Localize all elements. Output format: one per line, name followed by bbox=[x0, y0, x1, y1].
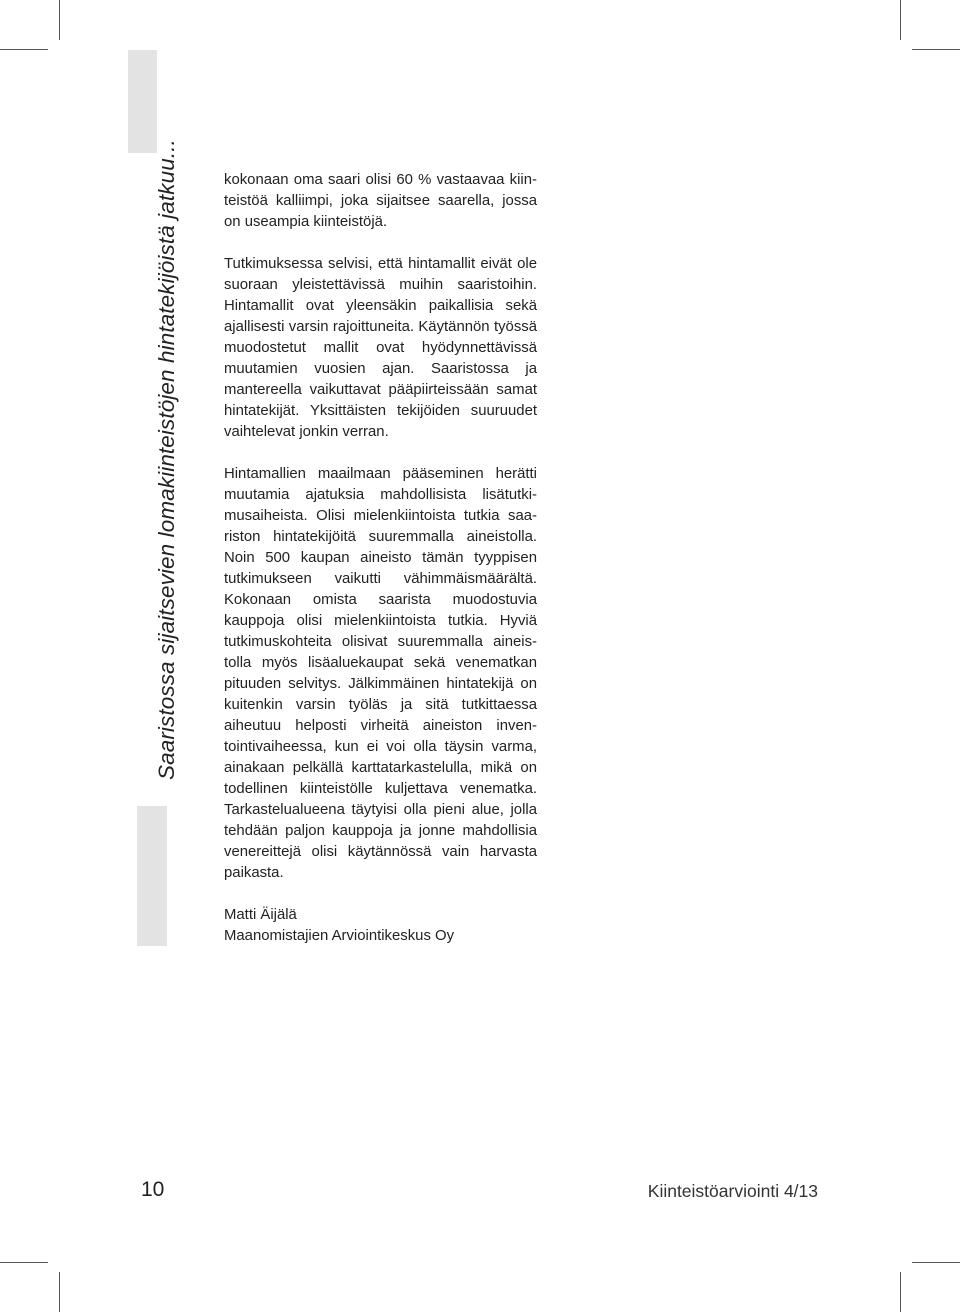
author-name: Matti Äijälä bbox=[224, 907, 297, 923]
page-number: 10 bbox=[141, 1178, 165, 1201]
side-band-top bbox=[128, 50, 157, 153]
article-body bbox=[224, 170, 537, 947]
magazine-issue: Kiinteistöarviointi 4/13 bbox=[647, 1181, 818, 1201]
side-band-bottom bbox=[137, 806, 167, 946]
author-organization: Maanomistajien Arviointikeskus Oy bbox=[224, 928, 455, 944]
author-signature bbox=[224, 905, 537, 947]
section-running-title: Saaristossa sijaitsevien lomakiinteistöjen hintatekijöistä jatkuu... bbox=[154, 139, 179, 780]
article-paragraph: Hintamallien maailmaan pääseminen herätti muutamia ajatuksia mahdollisista lisätutkimusaiheista. Olisi mielenkiintoista tutkia saariston hintatekijöitä suuremmalla aineistolla. Noin 500 kaupan aineisto tämän tyyppisen tutkimukseen vaikutti vähimmäismäärältä. Kokonaan omista saarista muodostuvia kauppoja olisi mielenkiintoista tutkia. Hyviä tutkimuskohteita olisivat suuremmalla aineistolla myös lisäaluekaupat sekä venematkan pituuden selvitys. Jälkimmäinen hintatekijä on kuitenkin varsin työläs ja sitä tutkittaessa aiheutuu helposti virheitä aineiston inventointivaiheessa, kun ei voi olla täysin varma, ainakaan pelkällä karttatarkastelulla, mikä on todellinen kiinteistölle kuljettava venematka. Tarkastelualueena täytyisi olla pieni alue, jolla tehdään paljon kauppoja ja jonne mahdollisia venereittejä olisi käytännössä vain harvasta paikasta. bbox=[224, 466, 537, 881]
article-paragraph: Tutkimuksessa selvisi, että hintamallit eivät ole suoraan yleistettävissä muihin saaristoihin. Hintamallit ovat yleensäkin paikallisia sekä ajallisesti varsin rajoittuneita. Käytännön työssä muodostetut mallit ovat hyödynnettävissä muutamien vuosien ajan. Saaristossa ja mantereella vaikuttavat pääpiirteissään samat hintatekijät. Yksittäisten tekijöiden suuruudet vaihtelevat jonkin verran. bbox=[224, 256, 537, 440]
article-paragraph: kokonaan oma saari olisi 60 % vastaavaa kiinteistöä kalliimpi, joka sijaitsee saarella, jossa on useampia kiinteistöjä. bbox=[224, 172, 537, 230]
